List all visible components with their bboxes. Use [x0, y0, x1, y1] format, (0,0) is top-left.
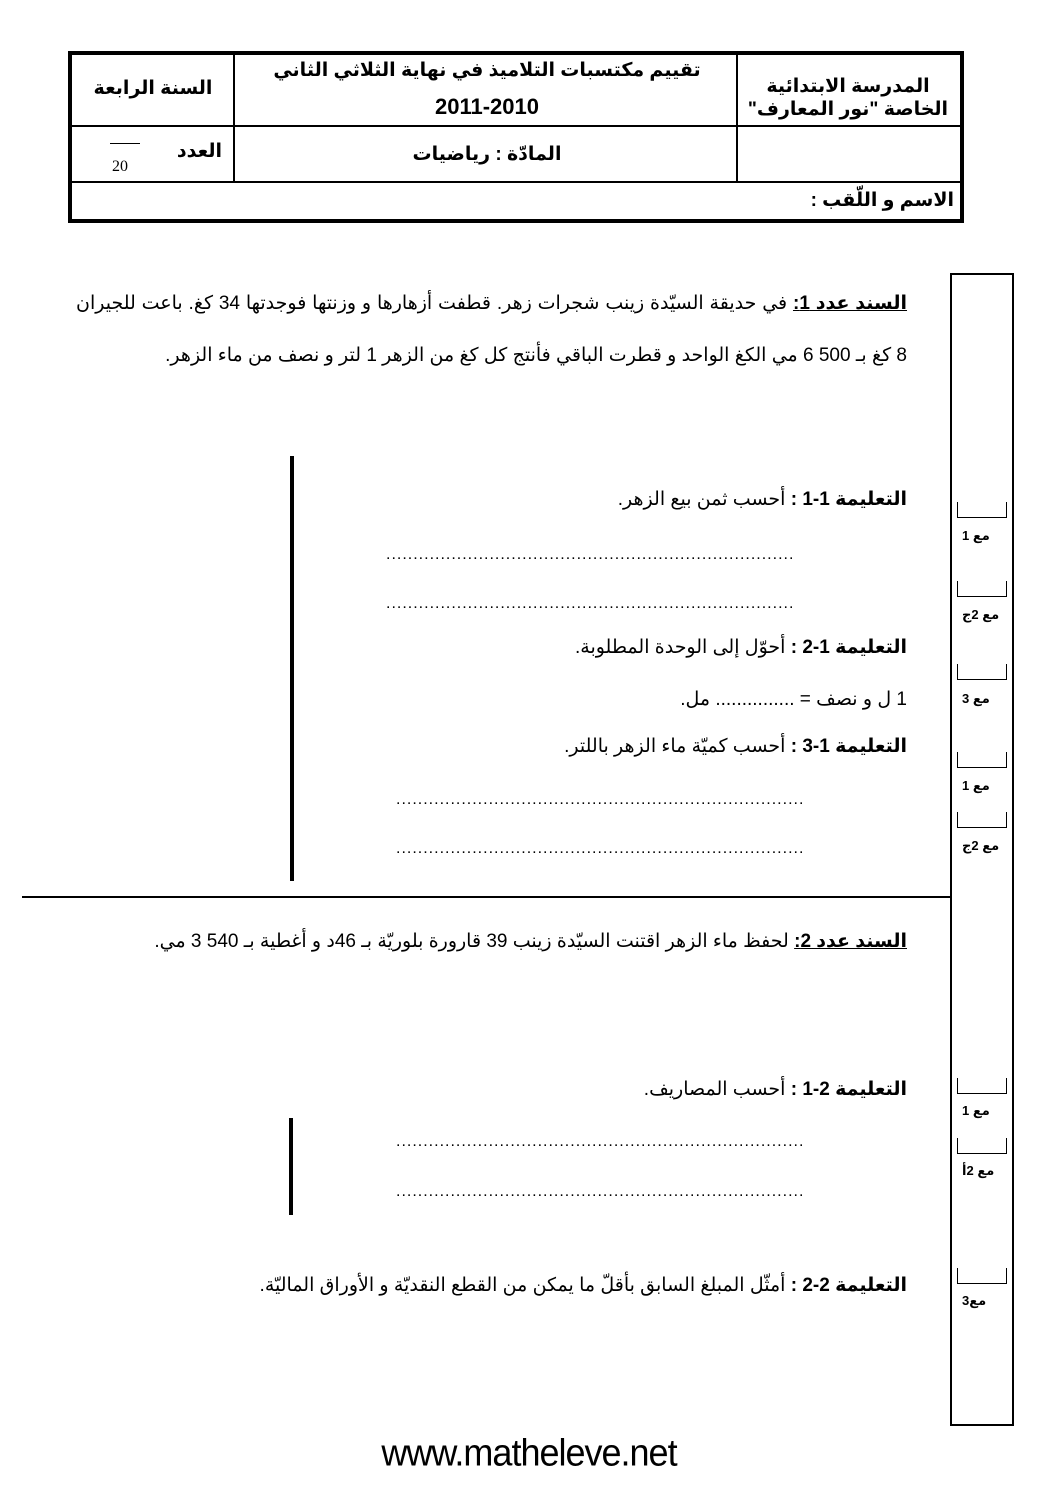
mark-label: مع 2ج: [962, 607, 1000, 622]
question-1-1: [618, 488, 907, 511]
mark-label: مع 3: [962, 691, 990, 706]
question-2-1-text: أحسب المصاريف.: [643, 1079, 786, 1100]
section-2-text: لحفظ ماء الزهر اقتنت السيّدة زينب 39 قارورة بلوريّة بـ 46د و أغطية بـ 540 3 مي.: [154, 931, 789, 952]
answer-line[interactable]: ...........................................................................: [386, 595, 795, 612]
question-1-3-text: أحسب كميّة ماء الزهر باللتر.: [564, 736, 786, 757]
school-name: المدرسة الابتدائية الخاصة "نور المعارف": [747, 76, 949, 120]
header-row-divider: [72, 125, 960, 127]
question-2-1: [644, 1078, 907, 1101]
mark-box[interactable]: [957, 581, 1007, 597]
question-1-2-answer[interactable]: 1 ل و نصف = ............... مل.: [680, 689, 907, 710]
answer-line[interactable]: ...........................................................................: [396, 1133, 805, 1150]
section-1: [76, 278, 907, 382]
mark-label: مع 2ج: [962, 838, 1000, 853]
mark-box[interactable]: [957, 1138, 1007, 1154]
mark-label: مع 1: [962, 1103, 990, 1118]
answer-line[interactable]: ...........................................................................: [396, 1183, 805, 1200]
subject-label: المادّة : رياضيات: [412, 144, 562, 165]
exam-title: تقييم مكتسبات التلاميذ في نهاية الثلاثي الثاني: [273, 60, 701, 81]
question-1-2-label: التعليمة 1-2 :: [790, 637, 907, 658]
question-2-2-text: أمثّل المبلغ السابق بأقلّ ما يمكن من القطع النقديّة و الأوراق الماليّة.: [259, 1275, 786, 1296]
header-row-divider: [72, 181, 960, 183]
mark-box[interactable]: [957, 752, 1007, 768]
answer-line[interactable]: ...........................................................................: [386, 546, 795, 563]
header-col-divider: [233, 55, 235, 181]
mark-box[interactable]: [957, 664, 1007, 680]
section-2: [76, 916, 907, 968]
grade-label: العدد: [176, 141, 222, 162]
question-1-2: [575, 636, 907, 659]
mark-box[interactable]: [957, 502, 1007, 518]
vertical-bar: [290, 456, 294, 881]
grade-total: 20: [112, 158, 128, 175]
mark-label: مع 1: [962, 778, 990, 793]
section-1-text: في حديقة السيّدة زينب شجرات زهر. قطفت أزهارها و وزنتها فوجدتها 34 كغ. باعت للجيران 8 كغ بـ 500 6 مي الكغ الواحد و قطرت الباقي فأنتج كل كغ من الزهر 1 لتر و نصف من ماء الزهر.: [76, 293, 907, 366]
name-field-label[interactable]: الاسم و اللّقب :: [810, 190, 954, 211]
header-table: [68, 51, 964, 223]
grade-line: [110, 143, 140, 144]
section-divider: [22, 896, 950, 898]
mark-box[interactable]: [957, 1268, 1007, 1284]
mark-label: مع 1: [962, 528, 990, 543]
footer-url[interactable]: www.matheleve.net: [381, 1430, 677, 1474]
section-2-label: السند عدد 2:: [794, 931, 907, 952]
question-1-1-text: أحسب ثمن بيع الزهر.: [617, 489, 786, 510]
answer-line[interactable]: ...........................................................................: [396, 791, 805, 808]
question-2-2-label: التعليمة 2-2 :: [790, 1275, 907, 1296]
header-col-divider: [736, 55, 738, 181]
question-1-3-label: التعليمة 1-3 :: [790, 736, 907, 757]
mark-box[interactable]: [957, 812, 1007, 828]
vertical-bar: [289, 1118, 293, 1215]
question-2-2: [260, 1274, 907, 1297]
question-1-1-label: التعليمة 1-1 :: [790, 489, 907, 510]
question-1-3: [564, 735, 907, 758]
section-1-label: السند عدد 1:: [792, 293, 908, 314]
level-label: السنة الرابعة: [93, 78, 213, 99]
question-2-1-label: التعليمة 2-1 :: [790, 1079, 907, 1100]
question-1-2-text: أحوّل إلى الوحدة المطلوبة.: [574, 637, 786, 658]
mark-label: مع3: [962, 1293, 987, 1308]
mark-label: مع 2أ: [962, 1163, 995, 1178]
mark-box[interactable]: [957, 1078, 1007, 1094]
school-year: 2011-2010: [435, 94, 539, 119]
answer-line[interactable]: ...........................................................................: [396, 840, 805, 857]
